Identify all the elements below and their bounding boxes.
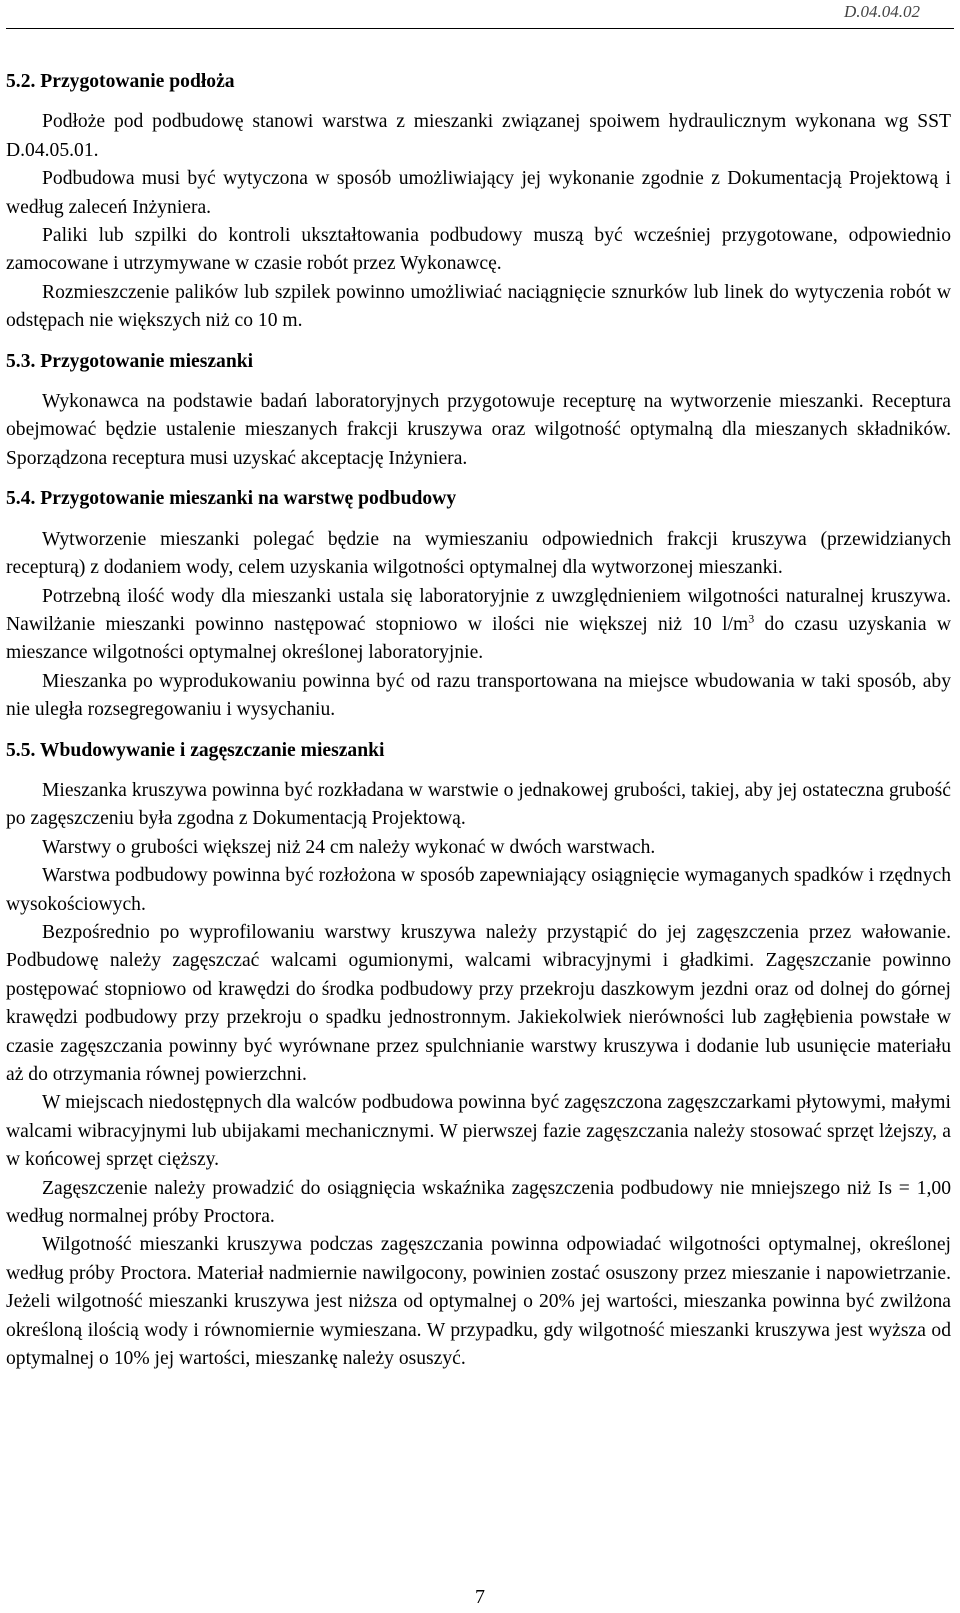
superscript: 3 bbox=[748, 611, 755, 626]
section-5-3 bbox=[6, 348, 951, 474]
section-5-4 bbox=[6, 485, 951, 724]
section-title: 5.2. Przygotowanie podłoża bbox=[6, 71, 235, 92]
paragraph: Bezpośrednio po wyprofilowaniu warstwy kruszywa należy przystąpić do jej zagęszczenia przez wałowanie. Podbudowę należy zagęszczać walcami ogumionymi, walcami wibracyjnymi i gładkimi. Zagęszczanie powinno postępować stopniowo od krawędzi do środka podbudowy przy przekroju daszkowym jezdni oraz od dolnej do górnej krawędzi podbudowy przy przekroju o spadku jednostronnym. Jakiekolwiek nierówności lub zagłębienia powstałe w czasie zagęszczania powinny być wyrównane przez spulchnianie warstwy kruszywa i dodanie lub usunięcie materiału aż do otrzymania równej powierzchni. bbox=[6, 921, 951, 1085]
paragraph: W miejscach niedostępnych dla walców podbudowa powinna być zagęszczona zagęszczarkami płytowymi, małymi walcami wibracyjnymi lub ubijakami mechanicznymi. W pierwszej fazie zagęszczania należy stosować sprzęt lżejszy, a w końcowej sprzęt cięższy. bbox=[6, 1092, 951, 1171]
paragraph: Rozmieszczenie palików lub szpilek powinno umożliwiać naciągnięcie sznurków lub linek do wytyczenia robót w odstępach nie większych niż co 10 m. bbox=[6, 281, 951, 332]
section-title: 5.3. Przygotowanie mieszanki bbox=[6, 350, 254, 372]
paragraph: Wytworzenie mieszanki polegać będzie na wymieszaniu odpowiednich frakcji kruszywa (przewidzianych recepturą) z dodaniem wody, celem uzyskania wilgotności optymalnej dla wytworzonej mieszanki. bbox=[6, 528, 951, 579]
paragraph: Warstwy o grubości większej niż 24 cm należy wykonać w dwóch warstwach. bbox=[42, 836, 656, 858]
document-code: D.04.04.02 bbox=[843, 2, 920, 21]
paragraph bbox=[6, 583, 951, 668]
paragraph: Warstwa podbudowy powinna być rozłożona w sposób zapewniający osiągnięcie wymaganych spadków i rzędnych wysokościowych. bbox=[6, 865, 951, 915]
paragraph-text: Potrzebną ilość wody dla mieszanki ustala się laboratoryjnie z uwzględnieniem wilgotności naturalnej kruszywa. Nawilżanie mieszanki powinno następować stopniowo w ilości nie większej niż 10 l/m bbox=[6, 585, 951, 635]
paragraph: Mieszanka po wyprodukowaniu powinna być od razu transportowana na miejsce wbudowania w taki sposób, aby nie uległa rozsegregowaniu i wysychaniu. bbox=[6, 670, 951, 721]
header-rule bbox=[6, 28, 954, 29]
paragraph: Podbudowa musi być wytyczona w sposób umożliwiający jej wykonanie zgodnie z Dokumentacją Projektową i według zaleceń Inżyniera. bbox=[6, 168, 951, 218]
document-body bbox=[6, 68, 951, 1385]
page-number: 7 bbox=[475, 1586, 485, 1608]
paragraph: Wilgotność mieszanki kruszywa podczas zagęszczania powinna odpowiadać wilgotności optymalnej, określonej według próby Proctora. Materiał nadmiernie nawilgocony, powinien zostać osuszony przez mieszanie i napowietrzanie. Jeżeli wilgotność mieszanki kruszywa jest niższa od optymalnej o 20% jej wartości, mieszanka powinna być zwilżona określoną ilością wody i równomiernie wymieszana. W przypadku, gdy wilgotność mieszanki kruszywa jest wyższa od optymalnej o 10% jej wartości, mieszankę należy osuszyć. bbox=[6, 1234, 951, 1370]
paragraph: Zagęszczenie należy prowadzić do osiągnięcia wskaźnika zagęszczenia podbudowy nie mniejszego niż Is = 1,00 według normalnej próby Proctora. bbox=[6, 1177, 951, 1228]
section-title: 5.5. Wbudowywanie i zagęszczanie mieszanki bbox=[6, 739, 385, 761]
section-5-2 bbox=[6, 68, 951, 336]
paragraph: Podłoże pod podbudowę stanowi warstwa z mieszanki związanej spoiwem hydraulicznym wykonana wg SST D.04.05.01. bbox=[6, 111, 951, 161]
paragraph: Wykonawca na podstawie badań laboratoryjnych przygotowuje recepturę na wytworzenie mieszanki. Receptura obejmować będzie ustalenie mieszanych frakcji kruszywa oraz wilgotność optymalną dla mieszanych składników. Sporządzona receptura musi uzyskać akceptację Inżyniera. bbox=[6, 391, 951, 469]
section-5-5 bbox=[6, 737, 951, 1374]
paragraph: Mieszanka kruszywa powinna być rozkładana w warstwie o jednakowej grubości, takiej, aby jej ostateczna grubość po zagęszczeniu była zgodna z Dokumentacją Projektową. bbox=[6, 779, 951, 830]
section-title: 5.4. Przygotowanie mieszanki na warstwę podbudowy bbox=[6, 488, 457, 510]
paragraph: Paliki lub szpilki do kontroli ukształtowania podbudowy muszą być wcześniej przygotowane, odpowiednio zamocowane i utrzymywane w czasie robót przez Wykonawcę. bbox=[6, 225, 951, 275]
paragraph-text: do czasu uzyskania w mieszance wilgotności optymalnej określonej laboratoryjnie. bbox=[6, 613, 952, 664]
